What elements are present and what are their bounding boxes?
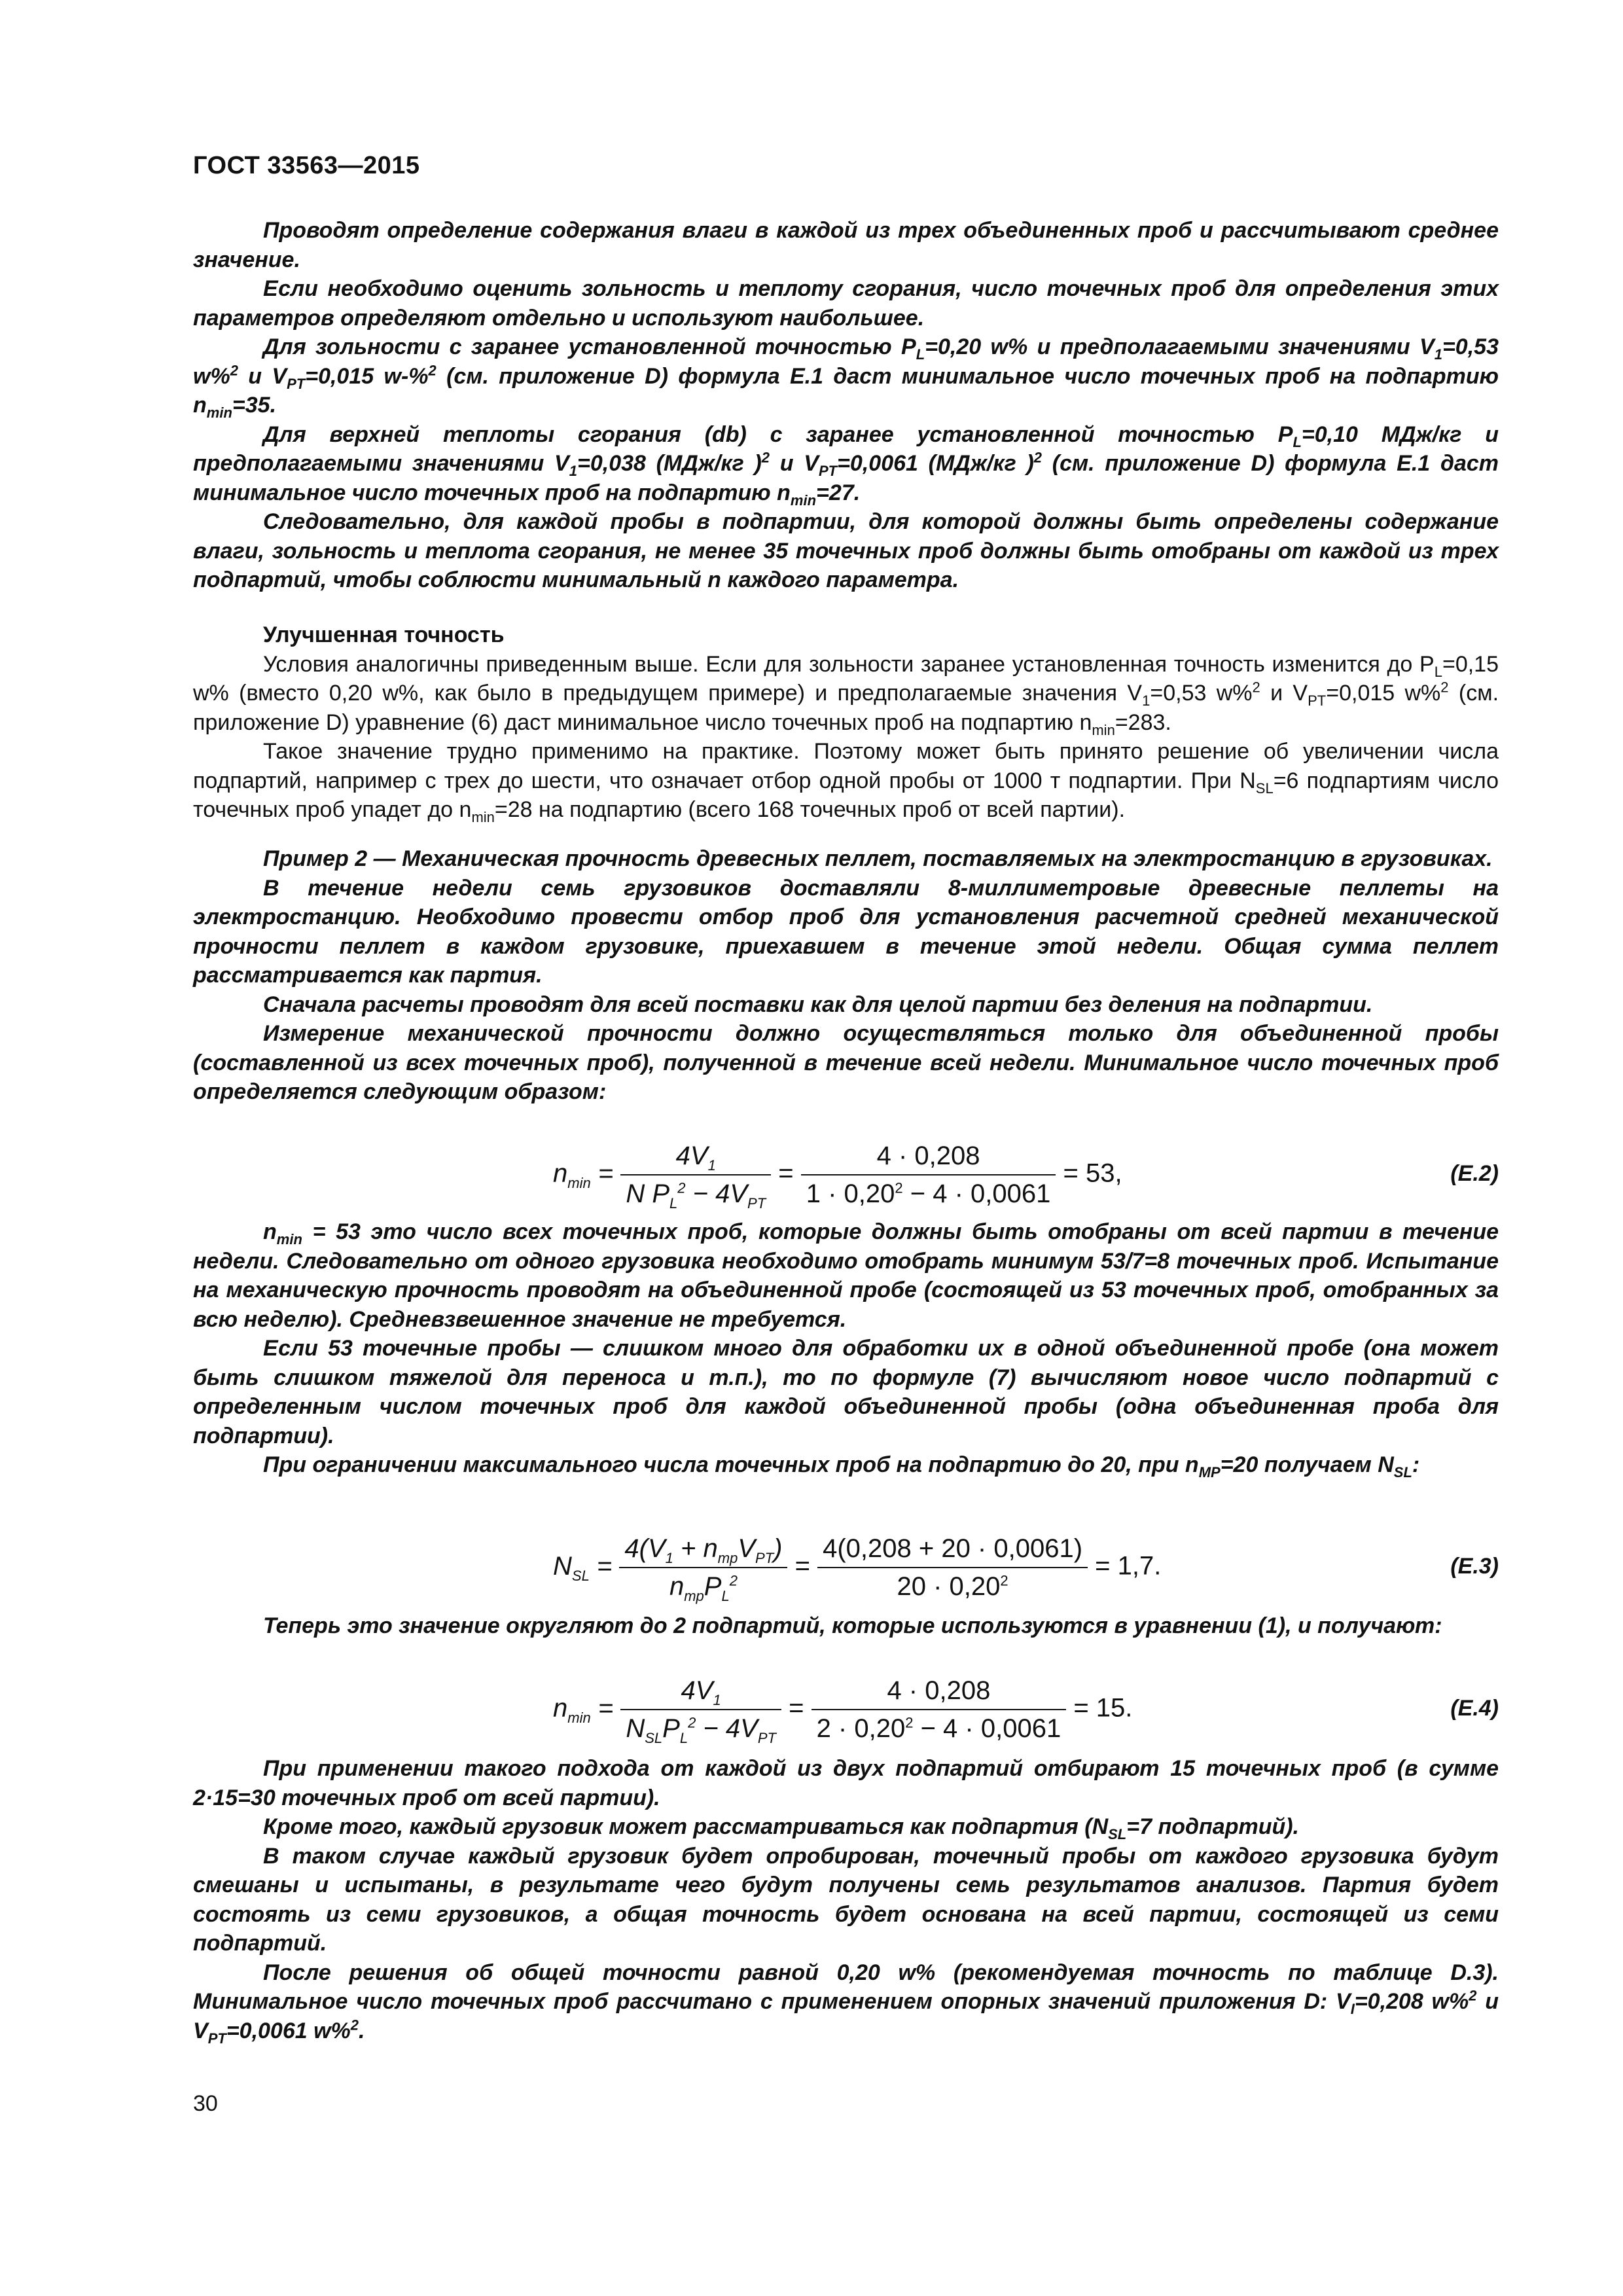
paragraph: Если необходимо оценить зольность и теплоту сгорания, число точечных проб для определения этих параметров определяют отдельно и используют наибольшее. — [193, 276, 1499, 331]
paragraph: Для верхней теплоты сгорания (db) с заранее установленной точностью $P_L=0,10$ МДж/кг и предполагаемыми значениями $V_1=0,038$ (МДж/кг )$^2$ и $V_{PT}=0,0061$ (МДж/кг )$^2$ (см. приложение D) формула Е.1 даст минимальное число точечных проб на подпартию $n_{min}=27$. — [193, 422, 1499, 509]
formula-fraction: $\frac{4V_1}{N_{SL}P_L^2 - 4V_{PT}}$ — [620, 1672, 781, 1747]
paragraph: Кроме того, каждый грузовик может рассматриваться как подпартия ($N_{SL}=7$ подпартий). — [263, 1814, 1299, 1842]
formula-fraction-values: $\frac{4(0,208 + 20 \cdot 0,0061)}{20 \cdot 0,20^2}$ — [817, 1530, 1088, 1605]
paragraph: Пример 2 — Механическая прочность древесных пеллет, поставляемых на электростанцию в грузовиках. — [263, 846, 1493, 871]
section-improved-accuracy — [193, 620, 1499, 825]
formula-fraction-values: $\frac{4 \cdot 0,208}{2 \cdot 0,20^2 - 4 \cdot 0,0061}$ — [812, 1672, 1067, 1747]
formula-result: = 15. — [1073, 1693, 1133, 1723]
paragraph: Сначала расчеты проводят для всей поставки как для целой партии без деления на подпартии. — [263, 992, 1373, 1017]
document-header: ГОСТ 33563—2015 — [193, 152, 420, 179]
formula-fraction-values: $\frac{4 \cdot 0,208}{1 \cdot 0,20^2 - 4 \cdot 0,0061}$ — [801, 1138, 1056, 1212]
text-final — [193, 1754, 1499, 2045]
paragraph: Такое значение трудно применимо на практике. Поэтому может быть принято решение об увеличении числа подпартий, например с трех до шести, что означает отбор одной пробы от 1000 т подпартии. При $N_{SL}=6$ подпартиям число точечных проб упадет до $n_{min}=28$ на подпартию (всего 168 точечных проб от всей партии). — [193, 739, 1499, 825]
formula-fraction: $\frac{4(V_1 + n_{mp}V_{PT})}{n_{mp}P_L^2}$ — [619, 1530, 787, 1605]
paragraph: После решения об общей точности равной 0,20 w% (рекомендуемая точность по таблице D.3). Минимальное число точечных проб рассчитано с применением опорных значений приложения D: $V_I=0,208$ w%$^2$ и $V_{PT}=0,0061$ w%$^2$. — [193, 1960, 1499, 2047]
paragraph: Если 53 точечные пробы — слишком много для обработки их в одной объединенной пробе (она может быть слишком тяжелой для переноса и т.п.), то по формуле (7) вычисляют новое число подпартий с определенным числом точечных проб для каждой объединенной пробы (одна объединенная проба для подпартии). — [193, 1336, 1499, 1448]
formula-expression: $n_{min}$ = $\frac{4V_1}{N P_L^2 - 4V_{PT}}$ = $\frac{4 \cdot 0,208}{1 \cdot 0,20^2 - 4 \cdot 0,0061}$ = 53, — [553, 1138, 1122, 1212]
equation-label: (E.4) — [1450, 1696, 1499, 1721]
paragraph: При применении такого подхода от каждой из двух подпартий отбирают 15 точечных проб (в сумме 2·15=30 точечных проб от всей партии). — [193, 1756, 1499, 1810]
paragraph: Следовательно, для каждой пробы в подпартии, для которой должны быть определены содержание влаги, зольность и теплота сгорания, не менее 35 точечных проб должны быть отобраны от каждой из трех подпартий, чтобы соблюсти минимальный n каждого параметра. — [193, 509, 1499, 592]
formula-e2 — [193, 1138, 1499, 1216]
paragraph: $n_{min} = 53$ это число всех точечных проб, которые должны быть отобраны от всей партии в течение недели. Следовательно от одного грузовика необходимо отобрать минимум 53/7=8 точечных проб. Испытание на механическую прочность проводят на объединенной пробе (состоящей из 53 точечных проб, отобранных за всю неделю). Средневзвешенное значение не требуется. — [193, 1219, 1499, 1332]
page-number: 30 — [193, 2091, 218, 2116]
paragraph: Измерение механической прочности должно осуществляться только для объединенной пробы (составленной из всех точечных проб), полученной в течение всей недели. Минимальное число точечных проб определяется следующим образом: — [193, 1021, 1499, 1104]
equation-label: (E.2) — [1450, 1161, 1499, 1186]
formula-expression: $N_{SL}$ = $\frac{4(V_1 + n_{mp}V_{PT})}{n_{mp}P_L^2}$ = $\frac{4(0,208 + 20 \cdot 0,0061)}{20 \cdot 0,20^2}$ = 1,7. — [553, 1530, 1161, 1605]
formula-e4 — [193, 1672, 1499, 1751]
paragraph: В течение недели семь грузовиков доставляли 8-миллиметровые древесные пеллеты на электростанцию. Необходимо провести отбор проб для установления расчетной средней механической прочности пеллет в каждом грузовике, приехавшем в течение этой недели. Общая сумма пеллет рассматривается как партия. — [193, 875, 1499, 988]
text-block-1 — [193, 216, 1499, 595]
paragraph: При ограничении максимального числа точечных проб на подпартию до 20, при $n_{MP}=20$ получаем $N_{SL}$: — [263, 1452, 1420, 1480]
text-after-e3 — [193, 1611, 1499, 1641]
section-title: Улучшенная точность — [263, 622, 505, 647]
paragraph: Теперь это значение округляют до 2 подпартий, которые используются в уравнении (1), и получают: — [263, 1613, 1442, 1638]
formula-fraction: $\frac{4V_1}{N P_L^2 - 4V_{PT}}$ — [620, 1138, 771, 1212]
formula-lhs: $N_{SL}$ = — [553, 1551, 613, 1584]
paragraph: Проводят определение содержания влаги в каждой из трех объединенных проб и рассчитывают среднее значение. — [193, 218, 1499, 272]
formula-expression: $n_{min}$ = $\frac{4V_1}{N_{SL}P_L^2 - 4V_{PT}}$ = $\frac{4 \cdot 0,208}{2 \cdot 0,20^2 - 4 \cdot 0,0061}$ = 15. — [553, 1672, 1132, 1747]
formula-result: = 1,7. — [1095, 1551, 1162, 1581]
text-after-e2 — [193, 1217, 1499, 1480]
formula-result: = 53, — [1063, 1158, 1122, 1188]
paragraph: В таком случае каждый грузовик будет опробирован, точечный пробы от каждого грузовика будут смешаны и испытаны, в результате чего будут получены семь результатов анализов. Партия будет состоять из семи грузовиков, а общая точность будет основана на всей партии, состоящей из семи подпартий. — [193, 1843, 1499, 1956]
equation-label: (E.3) — [1450, 1554, 1499, 1579]
formula-lhs: $n_{min}$ = — [553, 1693, 614, 1726]
paragraph: Для зольности с заранее установленной точностью $P_L=0,20$ w% и предполагаемыми значениями $V_1=0,53$ w%$^2$ и $V_{PT}=0,015$ w-%$^2$ (см. приложение D) формула Е.1 даст минимальное число точечных проб на подпартию $n_{min}=35$. — [193, 334, 1499, 421]
formula-lhs: $n_{min}$ = — [553, 1158, 614, 1191]
example-2-block — [193, 844, 1499, 1107]
formula-e3 — [193, 1530, 1499, 1609]
paragraph: Условия аналогичны приведенным выше. Если для зольности заранее установленная точность изменится до $P_L=0,15$ w% (вместо 0,20 w%, как было в предыдущем примере) и предполагаемые значения $V_1=0,53$ w%$^2$ и $V_{PT}=0,015$ w%$^2$ (см. приложение D) уравнение (6) даст минимальное число точечных проб на подпартию $n_{min}=283$. — [193, 651, 1499, 738]
